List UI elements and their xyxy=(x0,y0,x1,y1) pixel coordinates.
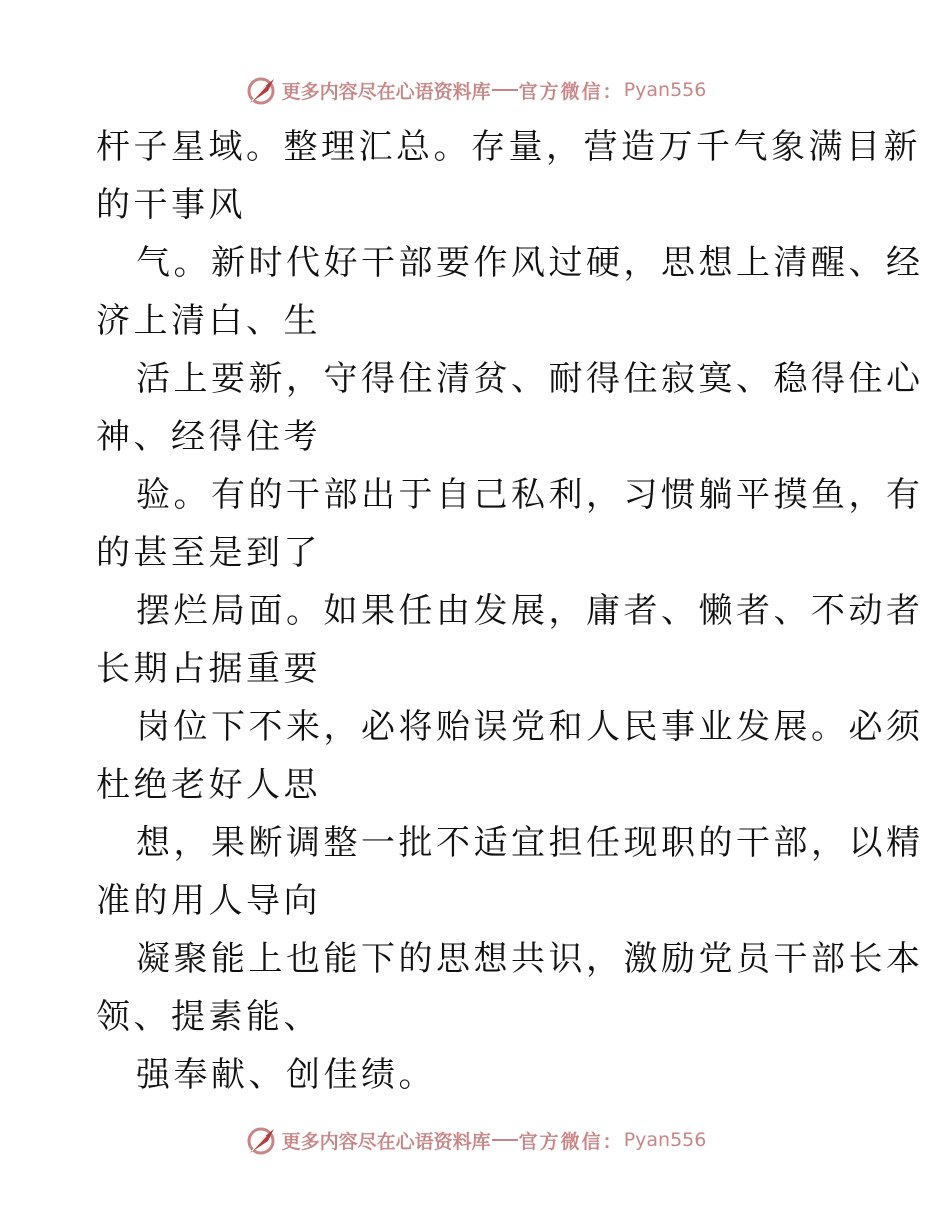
footer-watermark xyxy=(0,1122,950,1158)
watermark-dash xyxy=(492,89,518,91)
text-line: 长期占据重要 xyxy=(96,649,321,689)
text-line: 杆子星域。整理汇总。存量，营造万千气象满目新 xyxy=(96,127,921,167)
text-line: 的甚至是到了 xyxy=(96,533,321,573)
watermark-dash xyxy=(492,1139,518,1141)
text-line: 的干事风 xyxy=(96,185,246,225)
text-line: 活上要新，守得住清贫、耐得住寂寞、稳得住心 xyxy=(136,359,924,399)
text-line: 想，果断调整一批不适宜担任现职的干部，以精 xyxy=(136,823,924,863)
text-line: 领、提素能、 xyxy=(96,997,321,1037)
text-line: 岗位下不来，必将贻误党和人民事业发展。必须 xyxy=(136,707,924,747)
document-body xyxy=(96,118,924,1104)
text-line: 强奉献、创佳绩。 xyxy=(136,1055,436,1095)
watermark-text: 更多内容尽在心语资料库 xyxy=(281,80,491,103)
header-watermark xyxy=(0,72,950,108)
watermark-code: Pyan556 xyxy=(623,79,707,101)
watermark-code: Pyan556 xyxy=(623,1129,707,1151)
text-line: 摆烂局面。如果任由发展，庸者、懒者、不动者 xyxy=(136,591,924,631)
text-line: 准的用人导向 xyxy=(96,881,321,921)
watermark-text: 更多内容尽在心语资料库 xyxy=(281,1130,491,1153)
watermark-tail: 官方微信： xyxy=(518,80,624,103)
text-line: 杜绝老好人思 xyxy=(96,765,321,805)
watermark-tail: 官方微信： xyxy=(518,1130,624,1153)
text-line: 神、经得住考 xyxy=(96,417,321,457)
text-line: 验。有的干部出于自己私利，习惯躺平摸鱼，有 xyxy=(136,475,924,515)
quill-logo-icon xyxy=(244,73,278,107)
text-line: 凝聚能上也能下的思想共识，激励党员干部长本 xyxy=(136,939,924,979)
quill-logo-icon xyxy=(244,1123,278,1157)
text-line: 气。新时代好干部要作风过硬，思想上清醒、经 xyxy=(136,243,924,283)
text-line: 济上清白、生 xyxy=(96,301,321,341)
